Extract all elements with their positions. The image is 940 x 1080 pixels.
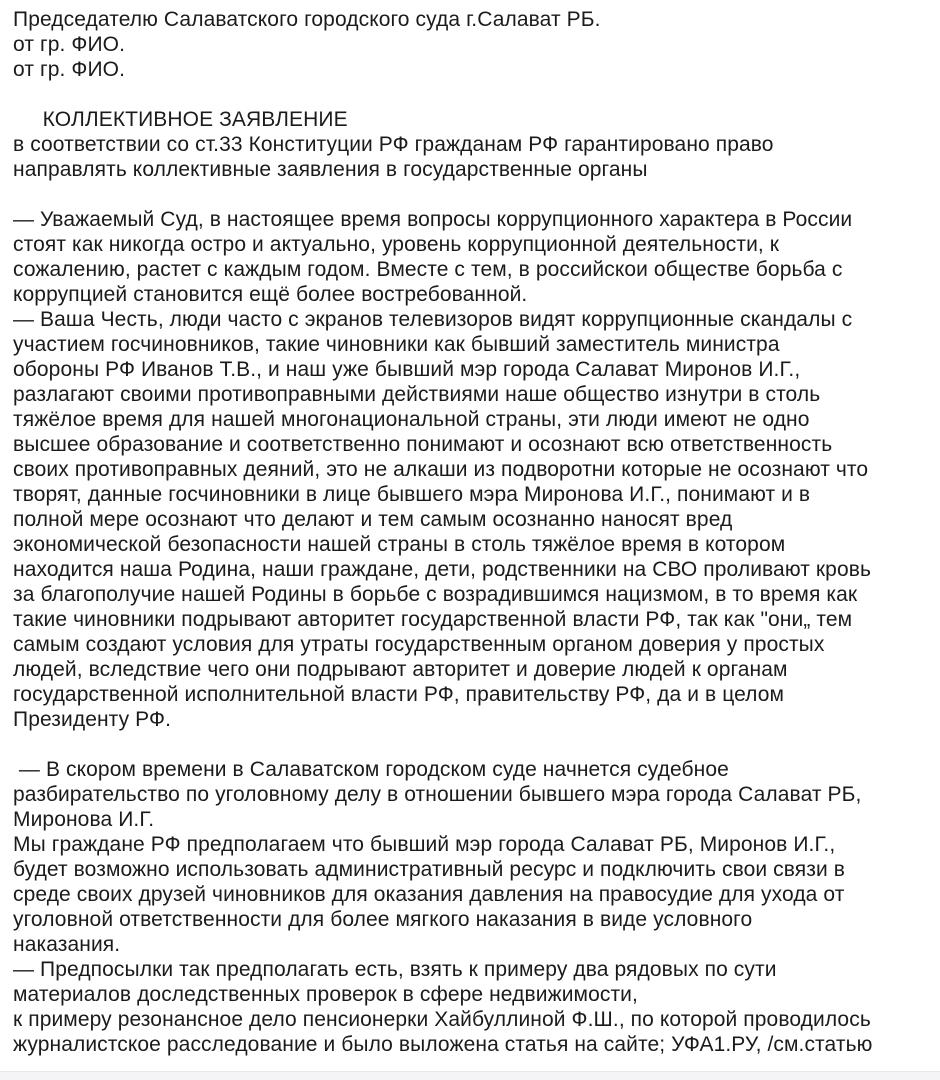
document-title: КОЛЛЕКТИВНОЕ ЗАЯВЛЕНИЕ xyxy=(13,108,348,131)
text-line: в соответствии со ст.33 Конституции РФ гражданам РФ гарантировано право xyxy=(13,133,774,156)
text-line: высшее образование и соответственно понимают и осознают всю ответственность xyxy=(13,433,833,456)
text-line: среде своих друзей чиновников для оказания давления на правосудие для ухода от xyxy=(13,883,845,906)
text-line: материалов доследственных проверок в сфере недвижимости, xyxy=(13,983,638,1006)
text-line: Миронова И.Г. xyxy=(13,808,155,831)
text-line: Мы граждане РФ предполагаем что бывший мэр города Салават РБ, Миронов И.Г., xyxy=(13,833,836,856)
bottom-bar xyxy=(0,1071,940,1080)
text-line: направлять коллективные заявления в государственные органы xyxy=(13,158,648,181)
text-line: сожалению, растет с каждым годом. Вместе с тем, в российскои обществе борьба с xyxy=(13,258,843,281)
text-line: обороны РФ Иванов Т.В., и наш уже бывший мэр города Салават Миронов И.Г., xyxy=(13,358,801,381)
text-line: своих противоправных деяний, это не алкаши из подворотни которые не осознают что xyxy=(13,458,869,481)
text-line: наказания. xyxy=(13,933,121,956)
text-line xyxy=(13,182,936,207)
text-line: — В скором времени в Салаватском городском суде начнется судебное xyxy=(13,758,729,781)
text-line: от гр. ФИО. xyxy=(13,58,126,81)
text-line: — Предпосылки так предполагать есть, взять к примеру два рядовых по сути xyxy=(13,958,777,981)
text-line xyxy=(13,732,936,757)
text-line: полной мере осознают что делают и тем самым осознанно наносят вред xyxy=(13,508,733,531)
text-line: Президенту РФ. xyxy=(13,708,172,731)
text-line: к примеру резонансное дело пенсионерки Хайбуллиной Ф.Ш., по которой проводилось xyxy=(13,1008,871,1031)
text-line: — Уважаемый Суд, в настоящее время вопросы коррупционного характера в России xyxy=(13,208,853,231)
text-line: творят, данные госчиновники в лице бывшего мэра Миронова И.Г., понимают и в xyxy=(13,483,811,506)
text-line: журналистское расследование и было выложена статья на сайте; УФА1.РУ, /см.статью xyxy=(13,1033,873,1056)
text-line: людей, вследствие чего они подрывают авторитет и доверие людей к органам xyxy=(13,658,788,681)
text-line: коррупцией становится ещё более востребованной. xyxy=(13,283,528,306)
text-line: стоят как никогда остро и актуально, уровень коррупционной деятельности, к xyxy=(13,233,780,256)
text-line: разлагают своими противоправными действиями наше общество изнутри в столь xyxy=(13,383,821,406)
text-line: экономической безопасности нашей страны в столь тяжёлое время в котором xyxy=(13,533,786,556)
text-line: такие чиновники подрывают авторитет государственной власти РФ, так как "они„ тем xyxy=(13,608,853,631)
text-line: от гр. ФИО. xyxy=(13,33,126,56)
text-line: находится наша Родина, наши граждане, дети, родственники на СВО проливают кровь xyxy=(13,558,872,581)
text-line: государственной исполнительной власти РФ, правительству РФ, да и в целом xyxy=(13,683,785,706)
text-line: тяжёлое время для нашей многонациональной страны, эти люди имеют не одно xyxy=(13,408,810,431)
text-line xyxy=(13,82,936,107)
text-line: за благополучие нашей Родины в борьбе с возрадившимся нацизмом, в то время как xyxy=(13,583,858,606)
document-text[interactable] xyxy=(13,7,936,1057)
text-line: разбирательство по уголовному делу в отношении бывшего мэра города Салават РБ, xyxy=(13,783,862,806)
text-line: — Ваша Честь, люди часто с экранов телевизоров видят коррупционные скандалы с xyxy=(13,308,853,331)
text-line: Председателю Салаватского городского суда г.Салават РБ. xyxy=(13,8,601,31)
text-line: участием госчиновников, такие чиновники как бывший заместитель министра xyxy=(13,333,780,356)
text-line: самым создают условия для утраты государственным органом доверия у простых xyxy=(13,633,825,656)
text-line: уголовной ответственности для более мягкого наказания в виде условного xyxy=(13,908,753,931)
text-line: будет возможно использовать административный ресурс и подключить свои связи в xyxy=(13,858,845,881)
